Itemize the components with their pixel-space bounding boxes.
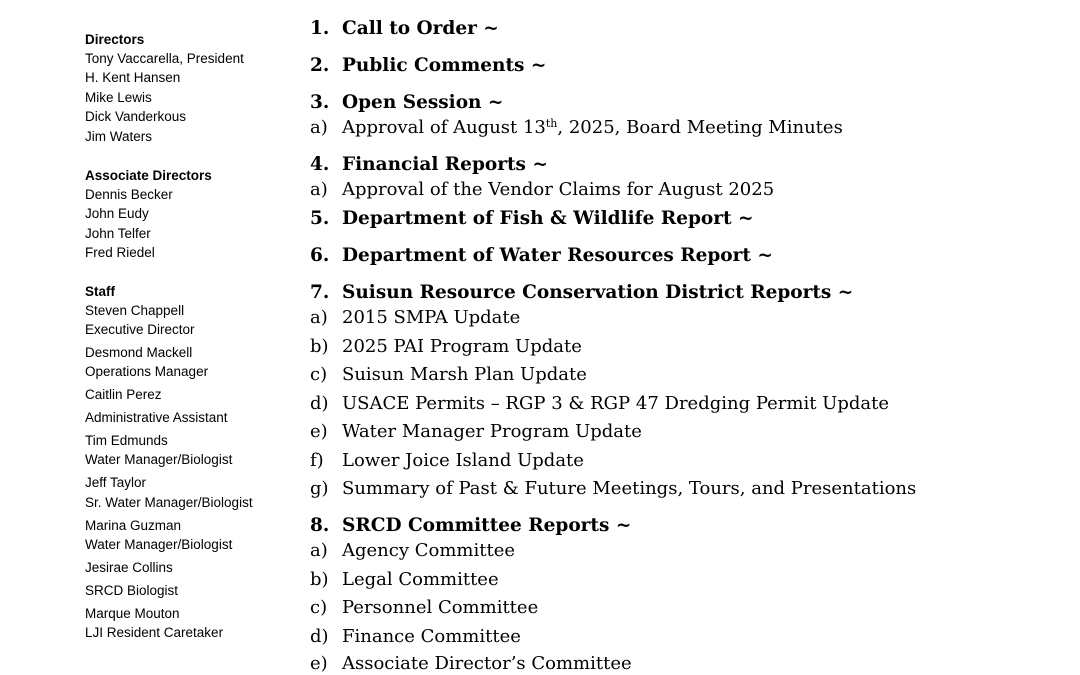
staff-heading: Staff: [85, 284, 115, 299]
item-text: Approval of the Vendor Claims for August 2025: [342, 179, 775, 200]
item-letter: c): [310, 364, 328, 385]
staff-title: Administrative Assistant: [85, 410, 228, 425]
item-text: Approval of August 13th, 2025, Board Meeting Minutes: [342, 117, 843, 138]
director-name: Jim Waters: [85, 129, 152, 144]
associate-director-name: John Eudy: [85, 206, 149, 221]
section-number: 6.: [310, 245, 330, 266]
item-letter: b): [310, 569, 329, 590]
staff-name: Jeff Taylor: [85, 475, 147, 490]
item-letter: d): [310, 626, 329, 647]
section-number: 3.: [310, 92, 330, 113]
item-text: Personnel Committee: [342, 597, 539, 618]
staff-title: Sr. Water Manager/Biologist: [85, 495, 253, 510]
staff-title: Operations Manager: [85, 364, 209, 379]
item-letter: a): [310, 117, 328, 138]
staff-name: Desmond Mackell: [85, 345, 193, 360]
associate-directors-heading: Associate Directors: [85, 168, 212, 183]
associate-director-name: John Telfer: [85, 226, 151, 241]
section-number: 8.: [310, 515, 330, 536]
staff-name: Marque Mouton: [85, 606, 180, 621]
item-letter: a): [310, 540, 328, 561]
item-text: Legal Committee: [342, 569, 499, 590]
item-text: 2015 SMPA Update: [342, 307, 521, 328]
item-letter: a): [310, 307, 328, 328]
staff-title: SRCD Biologist: [85, 583, 179, 598]
item-text: Summary of Past & Future Meetings, Tours, and Presentations: [342, 478, 917, 499]
item-letter: c): [310, 597, 328, 618]
item-text: USACE Permits – RGP 3 & RGP 47 Dredging Permit Update: [342, 393, 890, 414]
section-title: Open Session ~: [342, 92, 504, 113]
section-title: Suisun Resource Conservation District Reports ~: [342, 282, 854, 303]
item-text: Suisun Marsh Plan Update: [342, 364, 587, 385]
section-number: 1.: [310, 18, 330, 39]
section-title: Financial Reports ~: [342, 154, 548, 175]
staff-title: Water Manager/Biologist: [85, 537, 233, 552]
section-number: 2.: [310, 55, 330, 76]
item-text: Lower Joice Island Update: [342, 450, 584, 471]
director-name: Dick Vanderkous: [85, 109, 187, 124]
item-text: Associate Director’s Committee: [342, 653, 632, 674]
item-letter: a): [310, 179, 328, 200]
item-text: 2025 PAI Program Update: [342, 336, 582, 357]
director-name: Mike Lewis: [85, 90, 152, 105]
staff-name: Jesirae Collins: [85, 560, 173, 575]
staff-name: Marina Guzman: [85, 518, 182, 533]
staff-title: LJI Resident Caretaker: [85, 625, 224, 640]
staff-name: Caitlin Perez: [85, 387, 162, 402]
directors-heading: Directors: [85, 32, 145, 47]
item-text: Water Manager Program Update: [342, 421, 642, 442]
item-letter: e): [310, 653, 328, 674]
staff-name: Steven Chappell: [85, 303, 185, 318]
section-number: 7.: [310, 282, 330, 303]
item-letter: g): [310, 478, 329, 499]
staff-name: Tim Edmunds: [85, 433, 168, 448]
section-number: 5.: [310, 208, 330, 229]
section-title: Department of Water Resources Report ~: [342, 245, 773, 266]
section-title: SRCD Committee Reports ~: [342, 515, 632, 536]
staff-title: Water Manager/Biologist: [85, 452, 233, 467]
director-name: Tony Vaccarella, President: [85, 51, 244, 66]
item-letter: e): [310, 421, 328, 442]
associate-director-name: Fred Riedel: [85, 245, 155, 260]
director-name: H. Kent Hansen: [85, 70, 181, 85]
staff-title: Executive Director: [85, 322, 195, 337]
item-letter: d): [310, 393, 329, 414]
associate-director-name: Dennis Becker: [85, 187, 173, 202]
section-title: Department of Fish & Wildlife Report ~: [342, 208, 754, 229]
section-number: 4.: [310, 154, 330, 175]
item-letter: f): [310, 450, 324, 471]
item-text: Agency Committee: [342, 540, 516, 561]
section-title: Call to Order ~: [342, 18, 499, 39]
item-letter: b): [310, 336, 329, 357]
item-text: Finance Committee: [342, 626, 521, 647]
section-title: Public Comments ~: [342, 55, 547, 76]
